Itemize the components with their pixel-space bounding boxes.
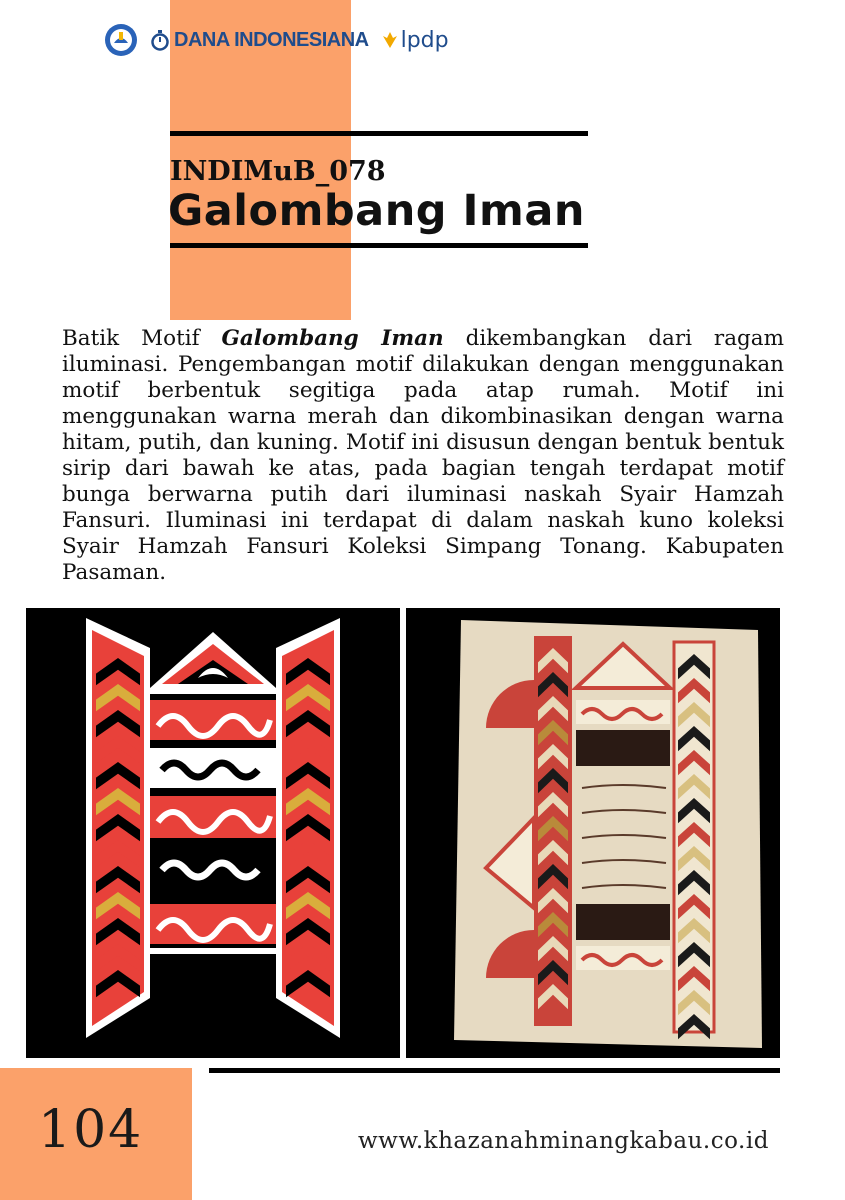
title-top-rule: [170, 131, 588, 136]
sponsor-logos: [104, 22, 449, 58]
page-title: Galombang Iman: [168, 186, 585, 236]
description-lead: Batik Motif: [62, 326, 222, 351]
manuscript-illumination-photo: [406, 608, 780, 1058]
left-chevron-column: [86, 618, 150, 1038]
batik-motif-image: [26, 608, 400, 1058]
flame-icon: [381, 30, 399, 50]
description-paragraph: [62, 326, 784, 586]
right-chevron-column: [276, 618, 340, 1038]
description-body: dikembangkan dari ragam iluminasi. Pengembangan motif dilakukan dengan menggunakan motif berbentuk segitiga pada atap rumah. Motif ini menggunakan warna merah dan dikombinasikan dengan warna hitam, putih, dan kuning. Motif ini disusun dengan bentuk bentuk sirip dari bawah ke atas, pada bagian tengah terdapat motif bunga berwarna putih dari iluminasi naskah Syair Hamzah Fansuri. Iluminasi ini terdapat di dalam naskah kuno koleksi Syair Hamzah Fansuri Koleksi Simpang Tonang. Kabupaten Pasaman.: [62, 326, 784, 585]
footer-rule: [209, 1068, 780, 1073]
title-bottom-rule: [170, 243, 588, 248]
batik-motif-illustration: [26, 608, 400, 1058]
ministry-emblem-icon: [104, 23, 138, 57]
dana-indonesiana-logo: DANA INDONESIANA: [150, 29, 369, 52]
manuscript-photo: [406, 608, 780, 1058]
stopwatch-icon: [150, 29, 170, 51]
lpdp-logo: lpdp: [381, 28, 449, 53]
website-url: www.khazanahminangkabau.co.id: [358, 1128, 769, 1154]
motif-name-emphasis: Galombang Iman: [221, 326, 444, 351]
page-number: 104: [38, 1100, 144, 1160]
entry-code: INDIMuB_078: [170, 156, 386, 187]
